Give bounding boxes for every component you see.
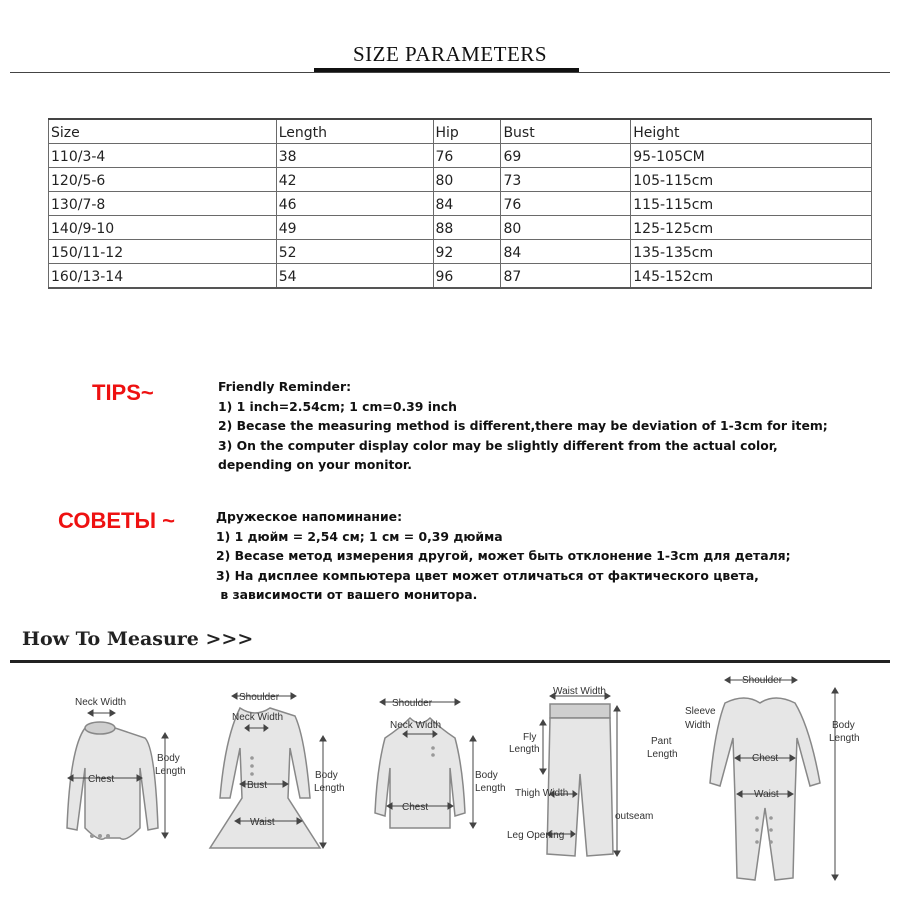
cell-length: 49 [276, 216, 433, 240]
sweater-chest-label: Chest [402, 802, 429, 813]
how-to-measure-title: How To Measure >>> [22, 628, 254, 650]
tips-text-en [218, 377, 828, 475]
tips-ru-line: 1) 1 дюйм = 2,54 см; 1 см = 0,39 дюйма [216, 528, 503, 544]
cell-size: 110/3-4 [49, 144, 277, 168]
tips-en-line: depending on your monitor. [218, 457, 412, 472]
romper-sleeve-label: Sleeve [685, 706, 716, 717]
sweater-neck-width-label: Neck Width [390, 720, 442, 731]
pants-fly-length-label: Length [509, 744, 540, 755]
table-row [49, 144, 872, 168]
sweater-illustration [355, 688, 505, 888]
table-header-row [49, 119, 872, 144]
cell-height: 125-125cm [631, 216, 872, 240]
cell-hip: 92 [433, 240, 501, 264]
tips-en-line: Friendly Reminder: [218, 379, 352, 394]
sweater-diagram [355, 688, 505, 892]
bodysuit-neck-width-label: Neck Width [75, 697, 127, 708]
size-parameters-title: SIZE PARAMETERS [352, 42, 547, 66]
bodysuit-chest-label: Chest [88, 774, 115, 785]
dress-diagram [190, 688, 355, 892]
bodysuit-length-label: Length [155, 766, 186, 777]
romper-body-label: Body [832, 720, 855, 731]
romper-chest-label: Chest [752, 753, 779, 764]
table-row [49, 168, 872, 192]
pants-outseam-label: outseam [615, 811, 654, 822]
pants-thigh-width-label: Thigh Width [515, 788, 569, 799]
cell-length: 52 [276, 240, 433, 264]
sweater-length-label: Length [475, 783, 506, 794]
tips-en-line: 3) On the computer display color may be slightly different from the actual color, [218, 437, 778, 453]
bodysuit-diagram [30, 688, 200, 892]
cell-size: 140/9-10 [49, 216, 277, 240]
dress-neck-width-label: Neck Width [232, 712, 284, 723]
tips-text-ru [216, 507, 791, 605]
cell-bust: 87 [501, 264, 631, 289]
tips-ru-line: 2) Becase метод измерения другой, может быть отклонение 1-3cm для деталя; [216, 548, 791, 563]
tips-label-ru: СОВЕТЫ ~ [58, 508, 175, 533]
cell-length: 42 [276, 168, 433, 192]
tips-label-en: TIPS~ [92, 380, 154, 405]
cell-bust: 73 [501, 168, 631, 192]
table-row [49, 264, 872, 289]
sweater-shoulder-label: Shoulder [392, 698, 433, 709]
table-row [49, 216, 872, 240]
table-row [49, 192, 872, 216]
romper-length-label: Length [829, 733, 860, 744]
cell-length: 38 [276, 144, 433, 168]
romper-illustration [685, 668, 865, 893]
size-table [48, 118, 872, 289]
tips-en-line: 1) 1 inch=2.54cm; 1 cm=0.39 inch [218, 398, 457, 414]
cell-length: 46 [276, 192, 433, 216]
cell-hip: 80 [433, 168, 501, 192]
cell-height: 105-115cm [631, 168, 872, 192]
pants-waist-width-label: Waist Width [553, 686, 606, 697]
pants-leg-opening-label: Leg Opening [507, 830, 565, 841]
sweater-body-label: Body [475, 770, 498, 781]
cell-size: 160/13-14 [49, 264, 277, 289]
title-divider [10, 72, 890, 73]
tips-en-line: 2) Becase the measuring method is different,there may be deviation of 1-3cm for item; [218, 418, 828, 433]
romper-width-label: Width [685, 720, 711, 731]
cell-size: 130/7-8 [49, 192, 277, 216]
dress-length-label: Length [314, 783, 345, 794]
cell-size: 150/11-12 [49, 240, 277, 264]
pants-fly-label: Fly [523, 732, 537, 743]
bodysuit-body-label: Body [157, 753, 180, 764]
tips-ru-line: 3) На дисплее компьютера цвет может отличаться от фактического цвета, [216, 567, 759, 583]
cell-bust: 76 [501, 192, 631, 216]
cell-height: 115-115cm [631, 192, 872, 216]
romper-diagram [685, 668, 865, 897]
cell-bust: 69 [501, 144, 631, 168]
tips-ru-line: Дружеское напоминание: [216, 509, 403, 524]
dress-body-label: Body [315, 770, 338, 781]
dress-bust-label: Bust [247, 780, 268, 791]
table-row [49, 240, 872, 264]
cell-height: 95-105CM [631, 144, 872, 168]
tips-ru-line: в зависимости от вашего монитора. [216, 587, 478, 602]
header-length: Length [276, 119, 433, 144]
dress-waist-label: Waist [250, 817, 275, 828]
header-bust: Bust [501, 119, 631, 144]
header-hip: Hip [433, 119, 501, 144]
pants-pant-label: Pant [651, 736, 672, 747]
romper-shoulder-label: Shoulder [742, 675, 783, 686]
cell-length: 54 [276, 264, 433, 289]
pants-diagram [505, 684, 685, 888]
header-height: Height [631, 119, 872, 144]
romper-waist-label: Waist [754, 789, 779, 800]
how-to-measure-divider [10, 660, 890, 663]
pants-pant-length-label: Length [647, 749, 678, 760]
dress-illustration [190, 688, 355, 888]
cell-height: 145-152cm [631, 264, 872, 289]
title-underline [314, 68, 579, 72]
cell-height: 135-135cm [631, 240, 872, 264]
header-size: Size [49, 119, 277, 144]
bodysuit-illustration [30, 688, 200, 888]
cell-hip: 84 [433, 192, 501, 216]
cell-hip: 76 [433, 144, 501, 168]
cell-bust: 80 [501, 216, 631, 240]
cell-hip: 88 [433, 216, 501, 240]
cell-hip: 96 [433, 264, 501, 289]
cell-size: 120/5-6 [49, 168, 277, 192]
dress-shoulder-label: Shoulder [239, 692, 280, 703]
pants-illustration [505, 684, 685, 884]
cell-bust: 84 [501, 240, 631, 264]
